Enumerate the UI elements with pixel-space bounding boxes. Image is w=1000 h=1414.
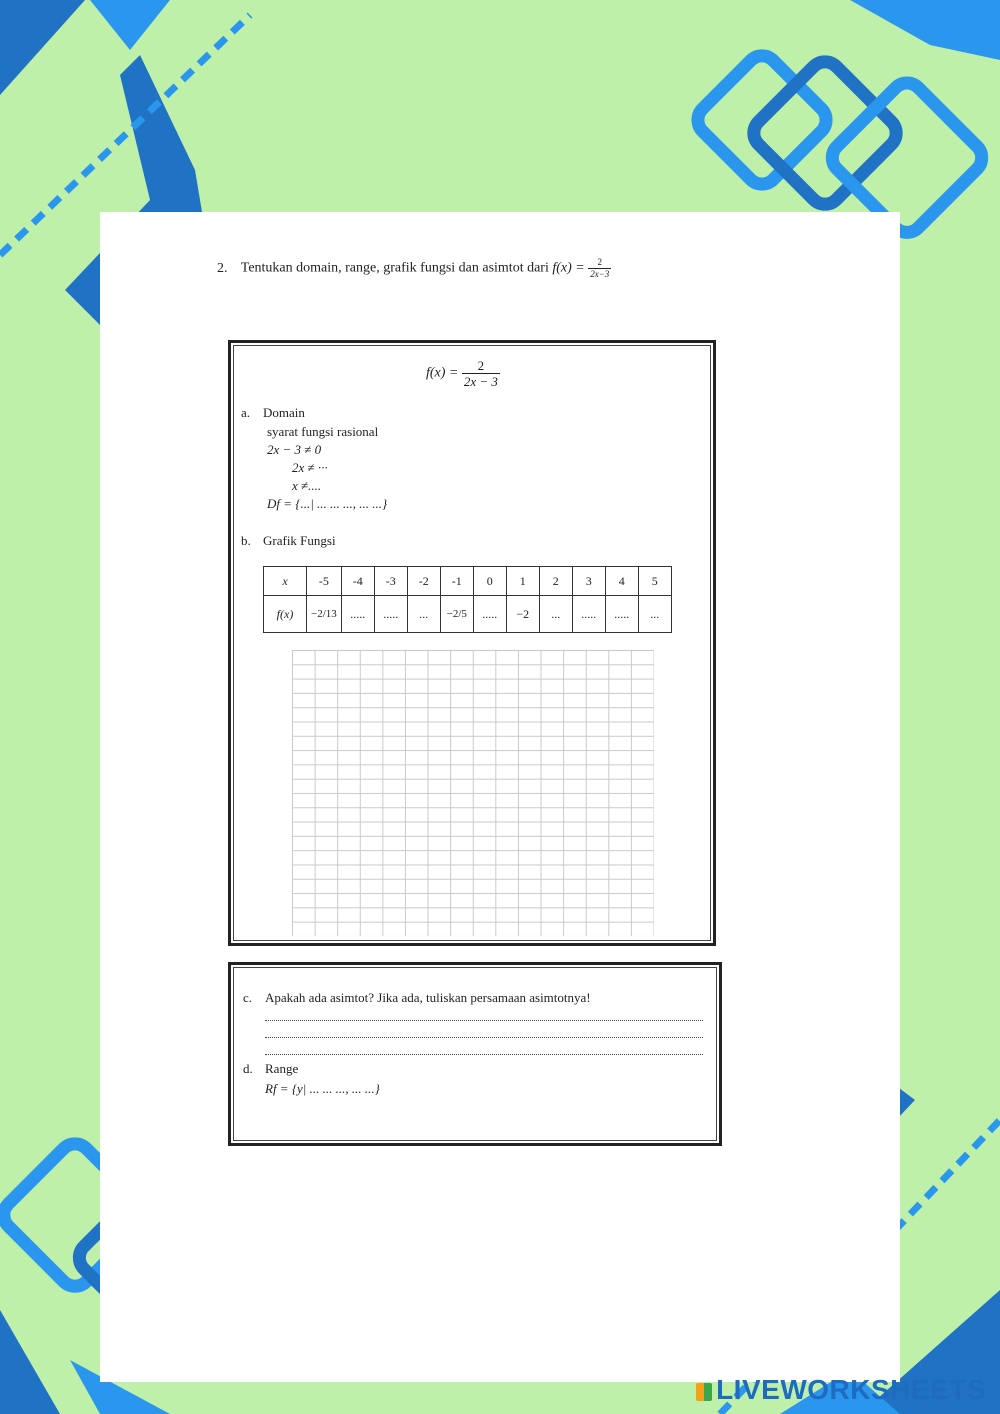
answer-line[interactable] xyxy=(265,1054,703,1055)
question-function-denominator: 2x−3 xyxy=(590,269,610,279)
domain-line-1: syarat fungsi rasional xyxy=(267,424,379,439)
part-b-heading: Grafik Fungsi xyxy=(263,533,336,548)
table-cell[interactable]: ..... xyxy=(374,596,407,633)
table-cell[interactable]: ..... xyxy=(572,596,605,633)
part-b-marker: b. xyxy=(241,533,251,548)
question-number: 2. xyxy=(217,260,228,276)
domain-line-3: 2x ≠ ··· xyxy=(292,460,328,475)
table-cell: 0 xyxy=(473,567,506,596)
question-function-fraction xyxy=(588,258,611,279)
table-cell[interactable]: ... xyxy=(407,596,440,633)
table-cell[interactable]: ..... xyxy=(605,596,638,633)
table-cell[interactable]: ... xyxy=(539,596,572,633)
table-cell[interactable]: ... xyxy=(638,596,671,633)
question-text: Tentukan domain, range, grafik fungsi dan asimtot dari xyxy=(240,260,549,276)
value-table xyxy=(263,566,672,633)
part-c-marker: c. xyxy=(243,990,253,1005)
table-cell: -2 xyxy=(407,567,440,596)
table-cell[interactable]: −2 xyxy=(506,596,539,633)
domain-line-4: x ≠.... xyxy=(292,478,322,493)
table-row xyxy=(264,596,672,633)
box-formula xyxy=(426,359,500,388)
table-cell[interactable]: −2/5 xyxy=(440,596,473,633)
liveworksheets-logo-icon xyxy=(696,1383,712,1401)
box-formula-lhs: f(x) = xyxy=(426,365,459,381)
table-cell: -4 xyxy=(341,567,374,596)
range-set-line: Rf = {y| ... ... ..., ... ...} xyxy=(265,1081,380,1096)
table-cell: -1 xyxy=(440,567,473,596)
liveworksheets-logo-text: LIVEWORKSHEETS xyxy=(716,1374,986,1405)
table-cell: -3 xyxy=(374,567,407,596)
table-cell: 4 xyxy=(605,567,638,596)
question-function-numerator: 2 xyxy=(588,258,611,269)
part-d-marker: d. xyxy=(243,1061,253,1076)
part-c-question: Apakah ada asimtot? Jika ada, tuliskan persamaan asimtotnya! xyxy=(265,990,591,1005)
question-title xyxy=(217,258,611,279)
liveworksheets-logo xyxy=(696,1374,986,1406)
table-cell: 2 xyxy=(539,567,572,596)
answer-line[interactable] xyxy=(265,1020,703,1021)
table-cell: 3 xyxy=(572,567,605,596)
box-formula-fraction xyxy=(462,359,500,388)
answer-line[interactable] xyxy=(265,1037,703,1038)
graph-grid[interactable] xyxy=(292,650,654,936)
table-cell: 1 xyxy=(506,567,539,596)
table-cell: -5 xyxy=(307,567,342,596)
table-header-fx: f(x) xyxy=(264,596,307,633)
table-cell: 5 xyxy=(638,567,671,596)
table-header-x: x xyxy=(264,567,307,596)
part-a-marker: a. xyxy=(241,405,251,420)
question-function-lhs: f(x) = xyxy=(552,260,585,276)
table-cell[interactable]: ..... xyxy=(473,596,506,633)
table-cell[interactable]: ..... xyxy=(341,596,374,633)
table-row xyxy=(264,567,672,596)
part-d-heading: Range xyxy=(265,1061,299,1076)
domain-line-2: 2x − 3 ≠ 0 xyxy=(267,442,322,457)
table-cell[interactable]: −2/13 xyxy=(307,596,342,633)
part-a-heading: Domain xyxy=(263,405,305,420)
box-formula-numerator: 2 xyxy=(462,359,500,374)
box-formula-denominator: 2x − 3 xyxy=(463,374,498,389)
domain-set-line: Df = {...| ... ... ..., ... ...} xyxy=(267,496,388,511)
